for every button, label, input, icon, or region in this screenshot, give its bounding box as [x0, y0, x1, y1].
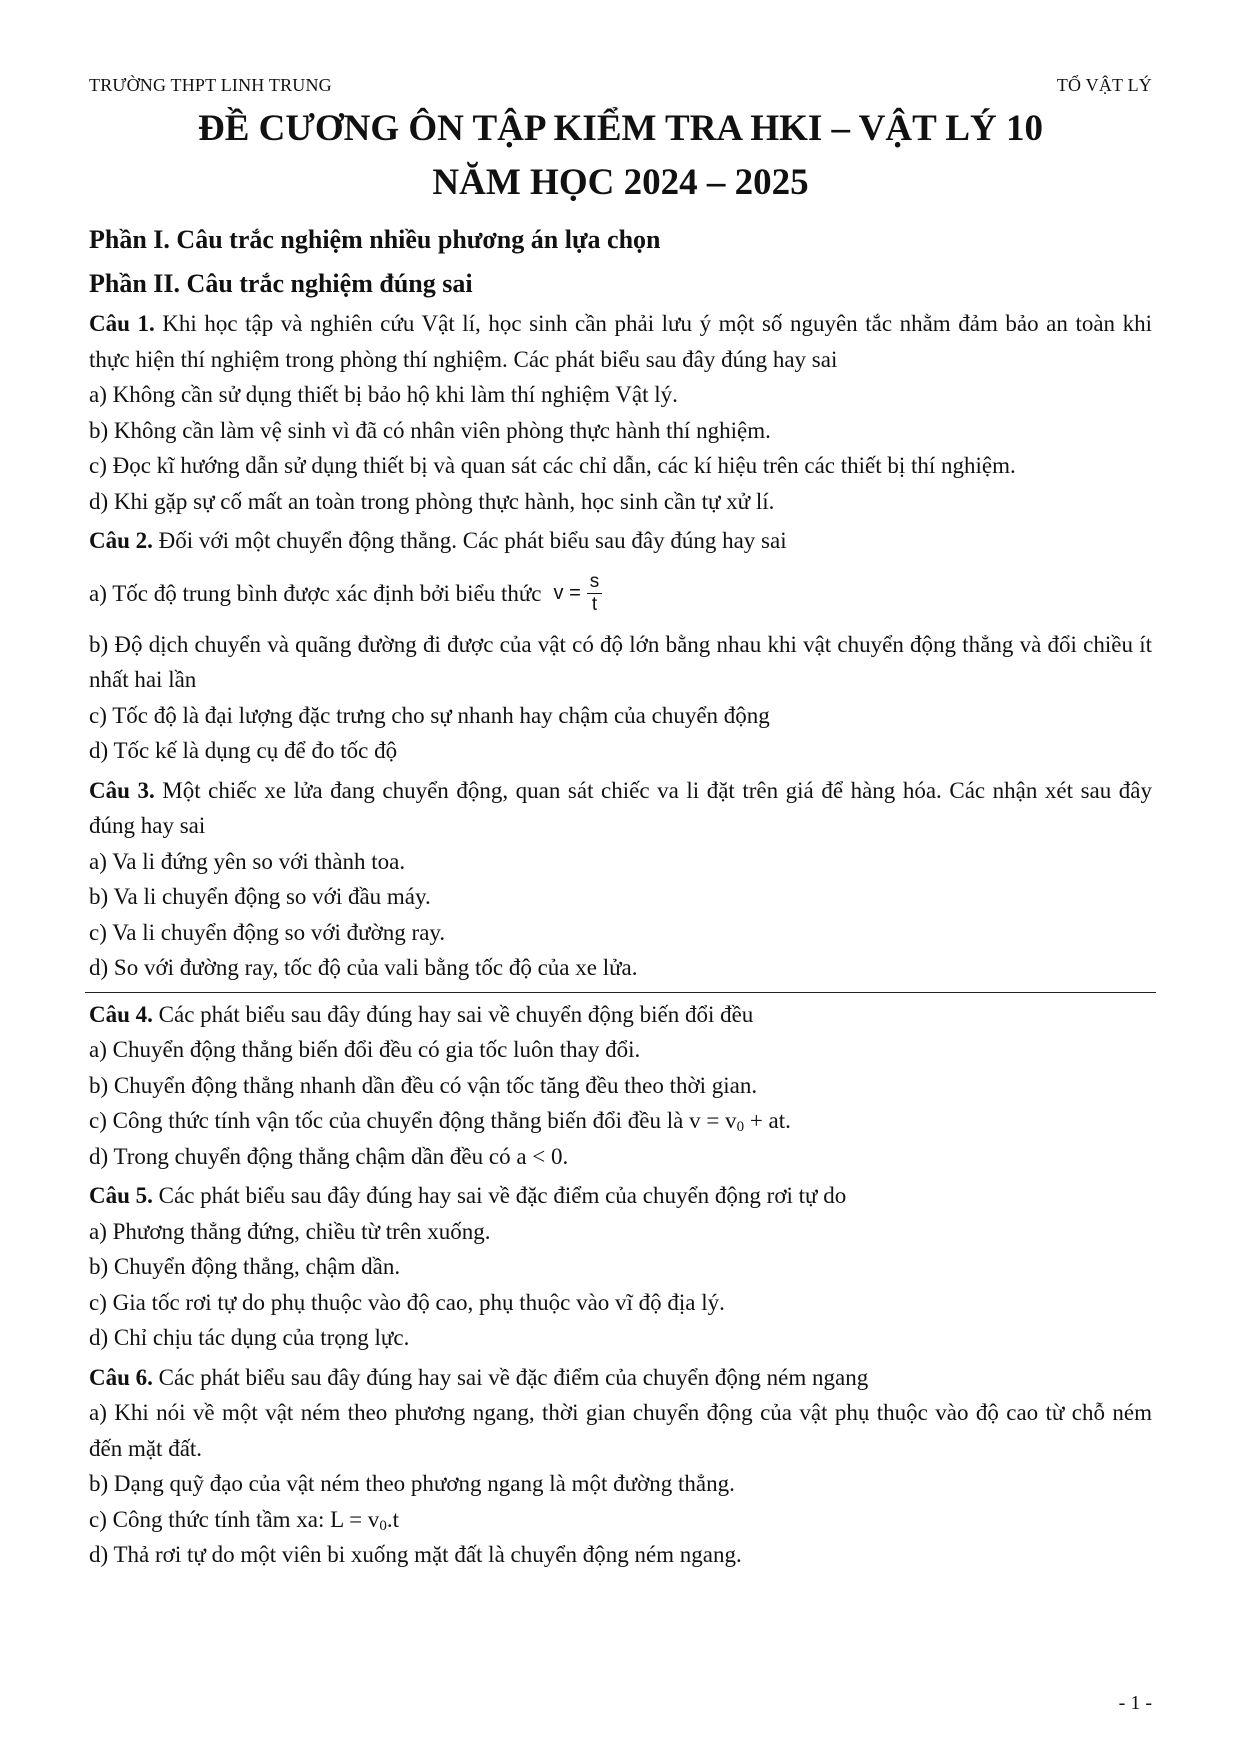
department-name: TỔ VẬT LÝ: [1056, 75, 1152, 95]
question-5-option-d: d) Chỉ chịu tác dụng của trọng lực.: [89, 1325, 410, 1350]
question-3-option-b: b) Va li chuyển động so với đầu máy.: [89, 884, 431, 909]
question-2-stem: Câu 2. Đối với một chuyển động thẳng. Các phát biểu sau đây đúng hay sai: [89, 528, 787, 553]
question-4: [89, 997, 1152, 1175]
page-header: [89, 72, 1152, 98]
speed-formula-fraction: [587, 571, 603, 616]
question-3-label: Câu 3.: [89, 777, 155, 803]
section-part-2: Phần II. Câu trắc nghiệm đúng sai: [89, 269, 473, 298]
question-1: [89, 306, 1152, 519]
question-6-option-c: c) Công thức tính tầm xa: $L = v_0.t$: [89, 1506, 399, 1534]
school-name: TRƯỜNG THPT LINH TRUNG: [89, 75, 332, 95]
section-divider: [85, 992, 1156, 993]
question-5-stem: Câu 5. Các phát biểu sau đây đúng hay sai về đặc điểm của chuyển động rơi tự do: [89, 1183, 847, 1208]
school-year-title: NĂM HỌC 2024 – 2025: [432, 162, 809, 203]
question-2: [89, 523, 1152, 769]
question-2-label: Câu 2.: [89, 528, 153, 553]
question-4-option-b: b) Chuyển động thẳng nhanh dần đều có vận tốc tăng đều theo thời gian.: [89, 1072, 758, 1098]
question-6-option-a: a) Khi nói về một vật ném theo phương ngang, thời gian chuyển động của vật phụ thuộc vào độ cao từ chỗ ném đến mặt đất.: [89, 1400, 1152, 1461]
question-2-option-a: a) Tốc độ trung bình được xác định bởi biểu thức v = $\frac{s}{t}$: [89, 563, 1152, 625]
question-6-label: Câu 6.: [89, 1364, 153, 1390]
fraction-numerator: s: [587, 571, 603, 594]
question-6-stem: Câu 6. Các phát biểu sau đây đúng hay sai về đặc điểm của chuyển động ném ngang: [89, 1364, 869, 1390]
question-5-option-b: b) Chuyển động thẳng, chậm dần.: [89, 1254, 401, 1279]
question-3: [89, 773, 1152, 986]
question-5-option-c: c) Gia tốc rơi tự do phụ thuộc vào độ cao, phụ thuộc vào vĩ độ địa lý.: [89, 1289, 725, 1315]
question-6-option-d: d) Thả rơi tự do một viên bi xuống mặt đất là chuyển động ném ngang.: [89, 1542, 742, 1567]
question-3-stem: Câu 3. Một chiếc xe lửa đang chuyển động, quan sát chiếc va li đặt trên giá để hàng hóa. Các nhận xét sau đây đúng hay sai: [89, 777, 1153, 838]
question-3-option-d: d) So với đường ray, tốc độ của vali bằng tốc độ của xe lửa.: [89, 955, 638, 980]
speed-formula-lhs: v =: [553, 581, 581, 604]
question-4-stem: Câu 4. Các phát biểu sau đây đúng hay sai về chuyển động biến đổi đều: [89, 1001, 754, 1027]
question-6-option-b: b) Dạng quỹ đạo của vật ném theo phương ngang là một đường thẳng.: [89, 1471, 735, 1496]
question-1-stem: Câu 1. Khi học tập và nghiên cứu Vật lí, học sinh cần phải lưu ý một số nguyên tắc nhằm đảm bảo an toàn khi thực hiện thí nghiệm trong phòng thí nghiệm. Các phát biểu sau đây đúng hay sai: [89, 311, 1152, 372]
question-4-option-d: d) Trong chuyển động thẳng chậm dần đều có a < 0.: [89, 1143, 569, 1169]
section-part-1: Phần I. Câu trắc nghiệm nhiều phương án lựa chọn: [89, 225, 661, 254]
question-1-option-c: c) Đọc kĩ hướng dẫn sử dụng thiết bị và quan sát các chỉ dẫn, các kí hiệu trên các thiết bị thí nghiệm.: [89, 453, 1016, 478]
page-number: - 1 -: [1118, 1692, 1152, 1714]
question-3-option-c: c) Va li chuyển động so với đường ray.: [89, 919, 446, 945]
question-2-option-b: b) Độ dịch chuyển và quãng đường đi được của vật có độ lớn bằng nhau khi vật chuyển động thẳng và đổi chiều ít nhất hai lần: [89, 631, 1152, 692]
question-2-option-d: d) Tốc kế là dụng cụ để đo tốc độ: [89, 738, 398, 763]
question-5-option-a: a) Phương thẳng đứng, chiều từ trên xuống.: [89, 1218, 491, 1244]
question-4-option-c: c) Công thức tính vận tốc của chuyển động thẳng biến đổi đều là $v = v_0$ + at.: [89, 1108, 791, 1135]
question-4-option-a: a) Chuyển động thẳng biến đổi đều có gia tốc luôn thay đổi.: [89, 1037, 641, 1062]
question-4-label: Câu 4.: [89, 1001, 153, 1027]
question-1-option-b: b) Không cần làm vệ sinh vì đã có nhân viên phòng thực hành thí nghiệm.: [89, 417, 771, 443]
document-title: ĐỀ CƯƠNG ÔN TẬP KIỂM TRA HKI – VẬT LÝ 10: [198, 108, 1043, 149]
question-2-option-c: c) Tốc độ là đại lượng đặc trưng cho sự nhanh hay chậm của chuyển động: [89, 702, 770, 728]
question-6: [89, 1360, 1152, 1573]
fraction-denominator: t: [591, 594, 598, 615]
question-1-label: Câu 1.: [89, 311, 155, 336]
question-1-option-a: a) Không cần sử dụng thiết bị bảo hộ khi làm thí nghiệm Vật lý.: [89, 382, 678, 407]
questions-list: [89, 306, 1152, 1573]
question-1-option-d: d) Khi gặp sự cố mất an toàn trong phòng thực hành, học sinh cần tự xử lí.: [89, 488, 775, 514]
question-3-option-a: a) Va li đứng yên so với thành toa.: [89, 848, 406, 874]
question-5-label: Câu 5.: [89, 1183, 153, 1208]
question-5: [89, 1178, 1152, 1356]
